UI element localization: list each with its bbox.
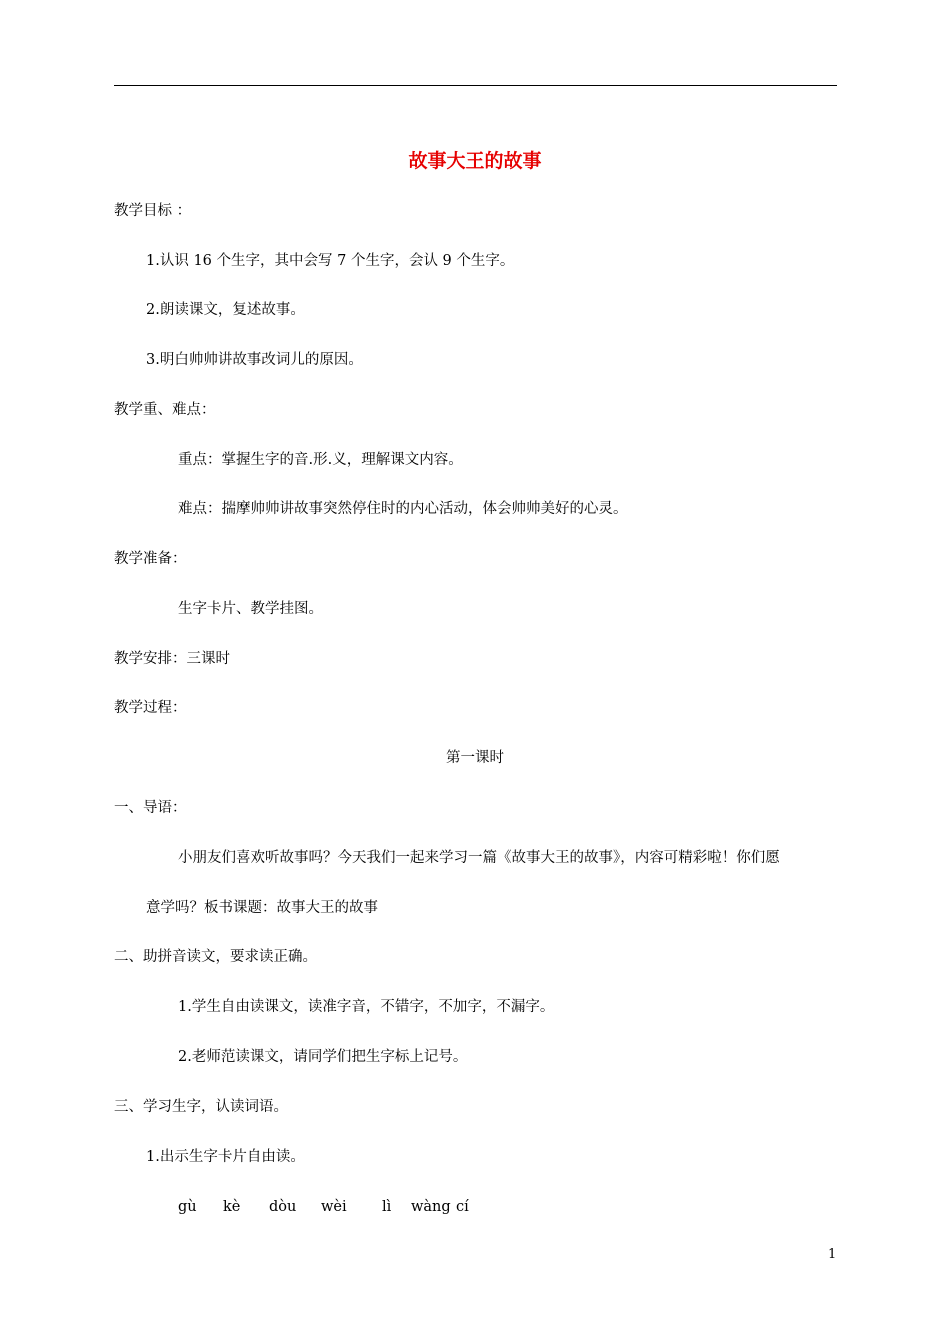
section-heading: 一、导语： [114, 800, 187, 816]
preparation-heading: 教学准备： [114, 551, 187, 567]
schedule-line: 教学安排：三课时 [114, 651, 230, 667]
page-number: 1 [828, 1247, 837, 1262]
objective-item: 2.朗读课文，复述故事。 [146, 302, 305, 318]
objective-item: 1.认识 16 个生字，其中会写 7 个生字，会认 9 个生字。 [146, 253, 515, 269]
preparation-content: 生字卡片、教学挂图。 [178, 601, 323, 617]
objective-item: 3.明白帅帅讲故事改词儿的原因。 [146, 352, 363, 368]
pinyin-syllable: kè [223, 1199, 241, 1215]
list-item: 2.老师范读课文，请同学们把生字标上记号。 [178, 1049, 468, 1065]
header-rule [114, 85, 837, 86]
intro-paragraph-line: 小朋友们喜欢听故事吗？今天我们一起来学习一篇《故事大王的故事》，内容可精彩啦！你们愿 [178, 850, 780, 866]
pinyin-syllable: wàng [411, 1199, 451, 1215]
list-item: 1.出示生字卡片自由读。 [146, 1149, 305, 1165]
pinyin-row [178, 1197, 469, 1217]
section-heading: 三、学习生字，认读词语。 [114, 1099, 288, 1115]
process-heading: 教学过程： [114, 700, 187, 716]
document-title: 故事大王的故事 [408, 150, 542, 172]
difficult-point: 难点：揣摩帅帅讲故事突然停住时的内心活动，体会帅帅美好的心灵。 [178, 501, 628, 517]
pinyin-syllable: lì [382, 1199, 392, 1215]
pinyin-syllable: dòu [269, 1199, 297, 1215]
pinyin-syllable: wèi [321, 1199, 347, 1215]
pinyin-syllable: gù [178, 1199, 197, 1215]
lesson-title: 第一课时 [446, 750, 504, 766]
intro-paragraph-line: 意学吗？板书课题：故事大王的故事 [146, 900, 378, 916]
key-points-heading: 教学重、难点： [114, 402, 216, 418]
pinyin-syllable: cí [456, 1199, 469, 1215]
key-point: 重点：掌握生字的音.形.义，理解课文内容。 [178, 452, 463, 468]
list-item: 1.学生自由读课文，读准字音，不错字，不加字，不漏字。 [178, 999, 555, 1015]
section-heading: 二、助拼音读文，要求读正确。 [114, 949, 317, 965]
objectives-heading: 教学目标 ： [114, 203, 192, 219]
